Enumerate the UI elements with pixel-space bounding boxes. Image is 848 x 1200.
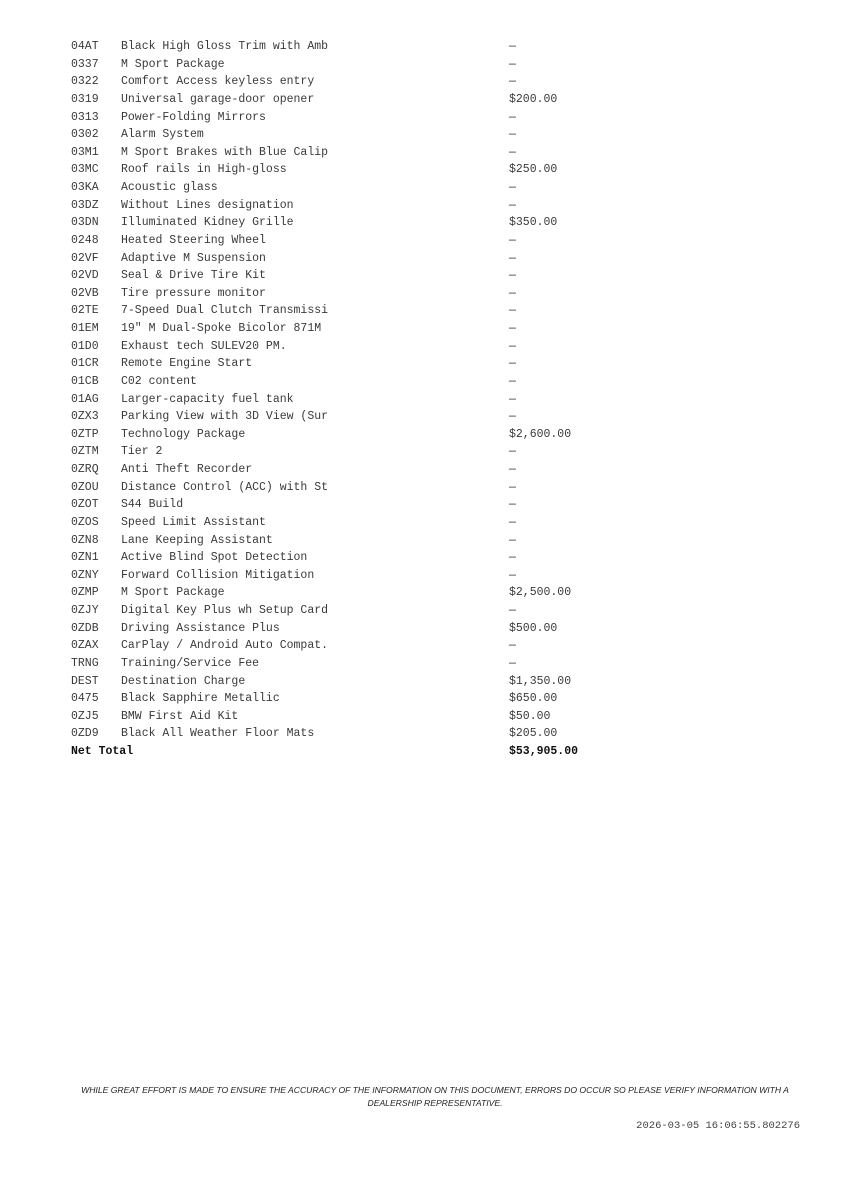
option-row [71,514,629,532]
option-description: Technology Package [121,427,246,441]
option-price: — [509,269,516,283]
option-row [71,532,629,550]
option-price: — [509,339,516,353]
option-price: — [509,463,516,476]
option-description: Distance Control (ACC) with St [121,480,329,494]
option-description: 7-Speed Dual Clutch Transmissi [121,304,329,318]
option-description: Universal garage-door opener [121,92,315,106]
option-price: — [509,480,516,494]
option-row [71,655,629,673]
option-row [71,338,629,356]
option-row [71,725,629,743]
option-row [71,708,629,726]
option-description: Anti Theft Recorder [121,463,253,476]
option-description: Lane Keeping Assistant [121,533,273,547]
option-price: — [509,57,516,71]
option-description: Acoustic glass [121,181,218,194]
option-code: 0337 [71,57,99,71]
option-code: 02TE [71,304,99,318]
net-total-row [71,743,629,761]
option-description: Seal & Drive Tire Kit [121,269,266,283]
option-description: Black High Gloss Trim with Amb [121,40,329,53]
option-code: TRNG [71,656,99,670]
option-code: 0ZN8 [71,533,99,547]
option-description: Larger-capacity fuel tank [121,392,294,406]
option-description: Destination Charge [121,674,246,688]
option-description: Exhaust tech SULEV20 PM. [121,339,287,353]
option-description: Remote Engine Start [121,357,253,371]
option-price: — [509,357,516,371]
option-price: — [509,568,516,582]
option-row [71,426,629,444]
option-code: 0475 [71,692,99,706]
option-price: — [509,551,516,565]
option-row [71,567,629,585]
option-row [71,355,629,373]
option-code: 0313 [71,110,99,124]
option-price: — [509,251,516,265]
option-row [71,109,629,127]
option-row [71,443,629,461]
option-code: 0ZDB [71,621,99,635]
option-row [71,320,629,338]
option-row [71,637,629,655]
option-code: 0ZTP [71,427,99,441]
option-code: 03M1 [71,145,99,159]
option-row [71,285,629,303]
option-price: — [509,181,516,194]
option-price: $650.00 [509,692,558,706]
option-code: 0322 [71,75,99,89]
option-price: — [509,656,516,670]
option-price: $350.00 [509,216,558,230]
option-description: Tier 2 [121,445,163,459]
option-row [71,690,629,708]
option-price: $500.00 [509,621,558,635]
option-row [71,620,629,638]
option-row [71,91,629,109]
option-price: — [509,145,516,159]
option-code: 01CR [71,357,99,371]
option-price: — [509,604,516,617]
net-total-label: Net Total [71,745,134,758]
option-code: 0ZD9 [71,727,99,741]
option-row [71,126,629,144]
option-description: M Sport Brakes with Blue Calip [121,145,329,159]
option-price: — [509,128,516,142]
option-code: 01D0 [71,339,99,353]
option-price: — [509,374,516,388]
option-code: 02VD [71,269,99,283]
options-table-body [71,38,629,743]
option-code: 0ZNY [71,568,99,582]
option-description: Digital Key Plus wh Setup Card [121,604,329,617]
option-row [71,673,629,691]
option-price: — [509,639,516,653]
option-description: Adaptive M Suspension [121,251,266,265]
option-description: Comfort Access keyless entry [121,75,315,89]
option-code: DEST [71,674,99,688]
option-code: 02VF [71,251,99,265]
option-code: 0302 [71,128,99,142]
option-row [71,232,629,250]
option-row [71,214,629,232]
option-price: $200.00 [509,92,558,106]
option-description: Alarm System [121,128,204,142]
options-price-table [71,38,629,761]
option-price: $1,350.00 [509,674,572,688]
option-description: 19" M Dual-Spoke Bicolor 871M [121,322,322,335]
option-row [71,197,629,215]
option-description: M Sport Package [121,586,225,600]
option-code: 0ZMP [71,586,99,600]
option-code: 0ZJ5 [71,709,99,723]
option-price: — [509,75,516,89]
generated-timestamp: 2026-03-05 16:06:55.802276 [636,1120,800,1132]
option-row [71,479,629,497]
option-code: 02VB [71,286,99,300]
option-code: 01CB [71,374,99,388]
option-code: 03MC [71,163,99,177]
option-code: 04AT [71,40,99,53]
option-code: 0ZX3 [71,410,99,424]
option-row [71,144,629,162]
option-row [71,496,629,514]
option-description: Parking View with 3D View (Sur [121,410,329,424]
option-price: — [509,322,516,335]
option-row [71,267,629,285]
option-description: Training/Service Fee [121,656,260,670]
option-code: 0ZOS [71,515,99,529]
option-code: 03KA [71,181,99,194]
option-description: Heated Steering Wheel [121,233,266,247]
option-row [71,73,629,91]
option-price: — [509,445,516,459]
option-code: 0ZRQ [71,463,99,476]
option-price: — [509,286,516,300]
option-row [71,461,629,479]
option-code: 01AG [71,392,99,406]
option-code: 0319 [71,92,99,106]
option-row [71,302,629,320]
option-row [71,391,629,409]
option-price: — [509,304,516,318]
option-price: — [509,392,516,406]
option-price: $2,600.00 [509,427,572,441]
option-code: 0ZOT [71,498,99,512]
option-description: Speed Limit Assistant [121,515,266,529]
option-price: $205.00 [509,727,558,741]
option-row [71,602,629,620]
option-row [71,179,629,197]
option-code: 0248 [71,233,99,247]
net-total-value: $53,905.00 [509,745,579,758]
option-row [71,56,629,74]
option-description: BMW First Aid Kit [121,709,239,723]
option-code: 0ZOU [71,480,99,494]
option-description: Roof rails in High-gloss [121,163,287,177]
option-price: — [509,198,516,212]
option-description: S44 Build [121,498,184,512]
option-row [71,408,629,426]
option-row [71,373,629,391]
option-row [71,250,629,268]
option-description: Active Blind Spot Detection [121,551,308,565]
option-price: $50.00 [509,709,551,723]
option-code: 0ZTM [71,445,99,459]
option-price: — [509,410,516,424]
option-row [71,161,629,179]
option-description: C02 content [121,374,197,388]
option-description: Black All Weather Floor Mats [121,727,315,741]
option-price: — [509,110,516,124]
option-price: — [509,233,516,247]
disclaimer-text: WHILE GREAT EFFORT IS MADE TO ENSURE THE ACCURACY OF THE INFORMATION ON THIS DOCUMENT, ERRORS DO OCCUR SO PLEASE VERIFY INFORMATION WITH A DEALERSHIP REPRESENTATIVE. [81,1085,789,1108]
option-description: Driving Assistance Plus [121,621,280,635]
option-code: 0ZJY [71,604,99,617]
option-description: Illuminated Kidney Grille [121,216,294,230]
option-description: Forward Collision Mitigation [121,568,315,582]
option-code: 0ZN1 [71,551,99,565]
option-row [71,38,629,56]
option-row [71,584,629,602]
option-description: M Sport Package [121,57,225,71]
option-row [71,549,629,567]
option-code: 0ZAX [71,639,99,653]
option-price: — [509,515,516,529]
option-price: — [509,533,516,547]
option-code: 01EM [71,322,99,335]
option-price: $250.00 [509,163,558,177]
option-description: CarPlay / Android Auto Compat. [121,639,329,653]
option-description: Without Lines designation [121,198,294,212]
option-description: Black Sapphire Metallic [121,692,280,706]
option-price: — [509,498,516,512]
option-code: 03DN [71,216,99,230]
option-price: $2,500.00 [509,586,572,600]
option-price: — [509,40,516,53]
option-description: Tire pressure monitor [121,286,266,300]
option-description: Power-Folding Mirrors [121,110,266,124]
option-code: 03DZ [71,198,99,212]
